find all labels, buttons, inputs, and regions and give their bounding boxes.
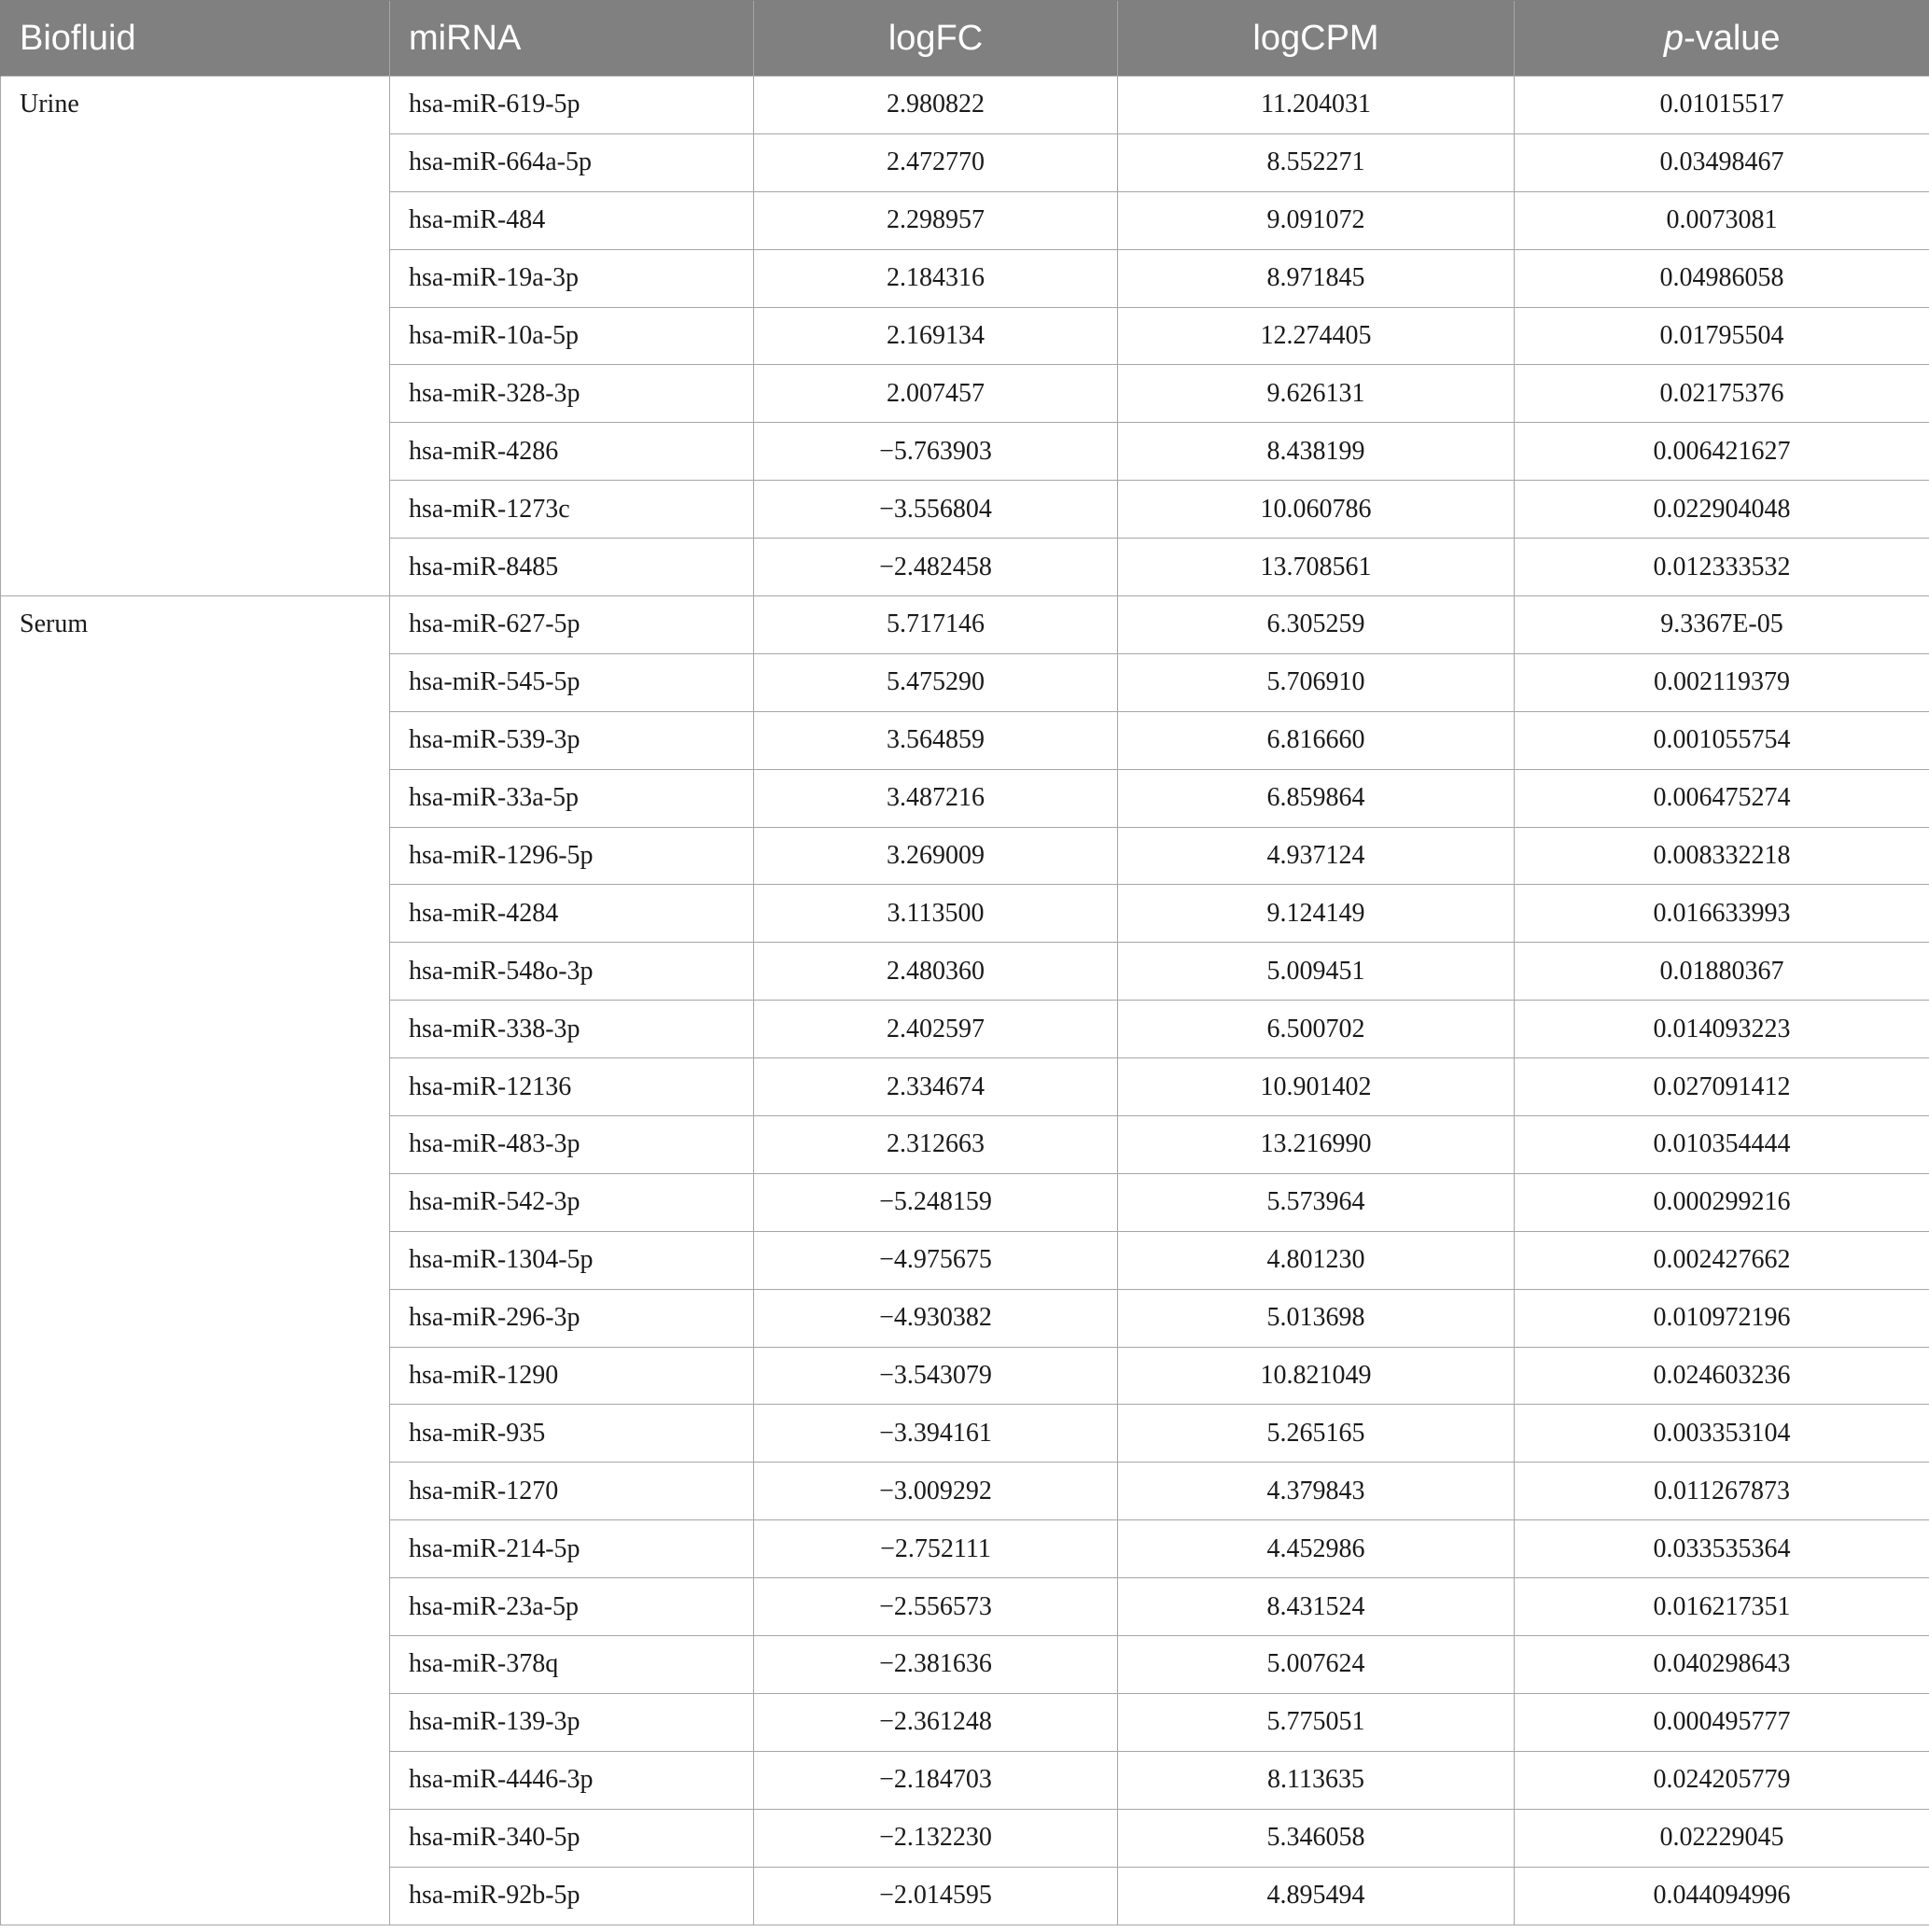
mirna-cell: hsa-miR-10a-5p bbox=[390, 307, 754, 365]
mirna-cell: hsa-miR-23a-5p bbox=[390, 1578, 754, 1636]
logcpm-cell: 6.500702 bbox=[1118, 1001, 1515, 1058]
pvalue-cell: 0.0073081 bbox=[1515, 191, 1929, 249]
header-logcpm: logCPM bbox=[1118, 1, 1515, 77]
pvalue-cell: 0.016633993 bbox=[1515, 885, 1929, 943]
logcpm-cell: 6.859864 bbox=[1118, 769, 1515, 827]
mirna-cell: hsa-miR-664a-5p bbox=[390, 133, 754, 191]
mirna-cell: hsa-miR-8485 bbox=[390, 539, 754, 596]
logfc-cell: −2.556573 bbox=[754, 1578, 1118, 1636]
logcpm-cell: 11.204031 bbox=[1118, 77, 1515, 134]
logfc-cell: 2.402597 bbox=[754, 1001, 1118, 1058]
mirna-cell: hsa-miR-92b-5p bbox=[390, 1867, 754, 1925]
logfc-cell: 2.007457 bbox=[754, 365, 1118, 423]
logcpm-cell: 6.305259 bbox=[1118, 596, 1515, 654]
mirna-cell: hsa-miR-548o-3p bbox=[390, 943, 754, 1001]
mirna-cell: hsa-miR-1296-5p bbox=[390, 827, 754, 885]
mirna-cell: hsa-miR-1273c bbox=[390, 481, 754, 539]
logfc-cell: 2.312663 bbox=[754, 1116, 1118, 1174]
header-mirna: miRNA bbox=[390, 1, 754, 77]
logcpm-cell: 5.706910 bbox=[1118, 653, 1515, 711]
logfc-cell: 3.564859 bbox=[754, 711, 1118, 769]
header-row bbox=[1, 1, 1929, 77]
mirna-cell: hsa-miR-33a-5p bbox=[390, 769, 754, 827]
mirna-cell: hsa-miR-378q bbox=[390, 1636, 754, 1694]
logfc-cell: −4.930382 bbox=[754, 1289, 1118, 1347]
pvalue-cell: 0.044094996 bbox=[1515, 1867, 1929, 1925]
header-logfc: logFC bbox=[754, 1, 1118, 77]
logcpm-cell: 5.573964 bbox=[1118, 1173, 1515, 1231]
logcpm-cell: 4.801230 bbox=[1118, 1231, 1515, 1289]
mirna-cell: hsa-miR-12136 bbox=[390, 1058, 754, 1116]
logfc-cell: 3.113500 bbox=[754, 885, 1118, 943]
mirna-cell: hsa-miR-139-3p bbox=[390, 1693, 754, 1751]
pvalue-cell: 0.014093223 bbox=[1515, 1001, 1929, 1058]
pvalue-cell: 0.006475274 bbox=[1515, 769, 1929, 827]
logfc-cell: −4.975675 bbox=[754, 1231, 1118, 1289]
logcpm-cell: 4.937124 bbox=[1118, 827, 1515, 885]
logcpm-cell: 6.816660 bbox=[1118, 711, 1515, 769]
biofluid-cell: Serum bbox=[1, 596, 390, 1925]
table-body bbox=[1, 77, 1929, 1925]
pvalue-cell: 0.01880367 bbox=[1515, 943, 1929, 1001]
logfc-cell: −2.014595 bbox=[754, 1867, 1118, 1925]
pvalue-cell: 0.01795504 bbox=[1515, 307, 1929, 365]
pvalue-cell: 9.3367E-05 bbox=[1515, 596, 1929, 654]
pvalue-cell: 0.02229045 bbox=[1515, 1809, 1929, 1867]
table-row bbox=[1, 596, 1929, 654]
mirna-cell: hsa-miR-296-3p bbox=[390, 1289, 754, 1347]
pvalue-cell: 0.033535364 bbox=[1515, 1520, 1929, 1578]
mirna-cell: hsa-miR-4286 bbox=[390, 423, 754, 481]
logcpm-cell: 8.971845 bbox=[1118, 249, 1515, 307]
logcpm-cell: 4.452986 bbox=[1118, 1520, 1515, 1578]
logfc-cell: 3.269009 bbox=[754, 827, 1118, 885]
pvalue-cell: 0.010354444 bbox=[1515, 1116, 1929, 1174]
logcpm-cell: 5.265165 bbox=[1118, 1405, 1515, 1463]
logfc-cell: −2.184703 bbox=[754, 1751, 1118, 1809]
header-biofluid: Biofluid bbox=[1, 1, 390, 77]
pvalue-cell: 0.006421627 bbox=[1515, 423, 1929, 481]
logcpm-cell: 10.821049 bbox=[1118, 1347, 1515, 1405]
pvalue-cell: 0.022904048 bbox=[1515, 481, 1929, 539]
pvalue-cell: 0.010972196 bbox=[1515, 1289, 1929, 1347]
pvalue-cell: 0.03498467 bbox=[1515, 133, 1929, 191]
logfc-cell: 5.475290 bbox=[754, 653, 1118, 711]
pvalue-cell: 0.02175376 bbox=[1515, 365, 1929, 423]
pvalue-cell: 0.01015517 bbox=[1515, 77, 1929, 134]
pvalue-cell: 0.008332218 bbox=[1515, 827, 1929, 885]
mirna-cell: hsa-miR-328-3p bbox=[390, 365, 754, 423]
header-pvalue bbox=[1515, 1, 1929, 77]
logcpm-cell: 4.895494 bbox=[1118, 1867, 1515, 1925]
logfc-cell: 2.472770 bbox=[754, 133, 1118, 191]
mirna-cell: hsa-miR-935 bbox=[390, 1405, 754, 1463]
logcpm-cell: 10.060786 bbox=[1118, 481, 1515, 539]
logfc-cell: 5.717146 bbox=[754, 596, 1118, 654]
logcpm-cell: 8.438199 bbox=[1118, 423, 1515, 481]
pvalue-cell: 0.040298643 bbox=[1515, 1636, 1929, 1694]
mirna-cell: hsa-miR-4284 bbox=[390, 885, 754, 943]
logfc-cell: −3.009292 bbox=[754, 1463, 1118, 1520]
logfc-cell: −2.132230 bbox=[754, 1809, 1118, 1867]
table-row bbox=[1, 77, 1929, 134]
logcpm-cell: 9.091072 bbox=[1118, 191, 1515, 249]
logfc-cell: −3.556804 bbox=[754, 481, 1118, 539]
header-pvalue-p: p bbox=[1663, 18, 1684, 58]
logfc-cell: 2.334674 bbox=[754, 1058, 1118, 1116]
logfc-cell: 2.480360 bbox=[754, 943, 1118, 1001]
logfc-cell: −3.394161 bbox=[754, 1405, 1118, 1463]
logcpm-cell: 13.708561 bbox=[1118, 539, 1515, 596]
pvalue-cell: 0.011267873 bbox=[1515, 1463, 1929, 1520]
logcpm-cell: 8.552271 bbox=[1118, 133, 1515, 191]
logcpm-cell: 10.901402 bbox=[1118, 1058, 1515, 1116]
logcpm-cell: 9.124149 bbox=[1118, 885, 1515, 943]
logfc-cell: 2.980822 bbox=[754, 77, 1118, 134]
pvalue-cell: 0.002427662 bbox=[1515, 1231, 1929, 1289]
logfc-cell: −3.543079 bbox=[754, 1347, 1118, 1405]
logfc-cell: −5.248159 bbox=[754, 1173, 1118, 1231]
pvalue-cell: 0.000495777 bbox=[1515, 1693, 1929, 1751]
mirna-cell: hsa-miR-539-3p bbox=[390, 711, 754, 769]
pvalue-cell: 0.002119379 bbox=[1515, 653, 1929, 711]
mirna-cell: hsa-miR-484 bbox=[390, 191, 754, 249]
mirna-cell: hsa-miR-338-3p bbox=[390, 1001, 754, 1058]
biofluid-cell: Urine bbox=[1, 77, 390, 596]
mirna-cell: hsa-miR-4446-3p bbox=[390, 1751, 754, 1809]
pvalue-cell: 0.04986058 bbox=[1515, 249, 1929, 307]
pvalue-cell: 0.027091412 bbox=[1515, 1058, 1929, 1116]
logcpm-cell: 5.009451 bbox=[1118, 943, 1515, 1001]
logfc-cell: −2.482458 bbox=[754, 539, 1118, 596]
mirna-cell: hsa-miR-542-3p bbox=[390, 1173, 754, 1231]
mirna-cell: hsa-miR-619-5p bbox=[390, 77, 754, 134]
logfc-cell: 3.487216 bbox=[754, 769, 1118, 827]
mirna-cell: hsa-miR-1270 bbox=[390, 1463, 754, 1520]
logfc-cell: −2.361248 bbox=[754, 1693, 1118, 1751]
mirna-cell: hsa-miR-1304-5p bbox=[390, 1231, 754, 1289]
mirna-cell: hsa-miR-1290 bbox=[390, 1347, 754, 1405]
pvalue-cell: 0.000299216 bbox=[1515, 1173, 1929, 1231]
mirna-cell: hsa-miR-214-5p bbox=[390, 1520, 754, 1578]
mirna-cell: hsa-miR-545-5p bbox=[390, 653, 754, 711]
logcpm-cell: 12.274405 bbox=[1118, 307, 1515, 365]
pvalue-cell: 0.024603236 bbox=[1515, 1347, 1929, 1405]
pvalue-cell: 0.024205779 bbox=[1515, 1751, 1929, 1809]
header-pvalue-rest: -value bbox=[1684, 18, 1781, 58]
logcpm-cell: 5.007624 bbox=[1118, 1636, 1515, 1694]
logcpm-cell: 9.626131 bbox=[1118, 365, 1515, 423]
logcpm-cell: 4.379843 bbox=[1118, 1463, 1515, 1520]
logcpm-cell: 5.346058 bbox=[1118, 1809, 1515, 1867]
mirna-cell: hsa-miR-340-5p bbox=[390, 1809, 754, 1867]
mirna-cell: hsa-miR-19a-3p bbox=[390, 249, 754, 307]
logfc-cell: 2.298957 bbox=[754, 191, 1118, 249]
pvalue-cell: 0.001055754 bbox=[1515, 711, 1929, 769]
pvalue-cell: 0.012333532 bbox=[1515, 539, 1929, 596]
logcpm-cell: 8.113635 bbox=[1118, 1751, 1515, 1809]
logfc-cell: −2.752111 bbox=[754, 1520, 1118, 1578]
pvalue-cell: 0.016217351 bbox=[1515, 1578, 1929, 1636]
logfc-cell: 2.169134 bbox=[754, 307, 1118, 365]
pvalue-cell: 0.003353104 bbox=[1515, 1405, 1929, 1463]
logcpm-cell: 5.775051 bbox=[1118, 1693, 1515, 1751]
logcpm-cell: 8.431524 bbox=[1118, 1578, 1515, 1636]
logcpm-cell: 13.216990 bbox=[1118, 1116, 1515, 1174]
mirna-cell: hsa-miR-627-5p bbox=[390, 596, 754, 654]
mirna-cell: hsa-miR-483-3p bbox=[390, 1116, 754, 1174]
logfc-cell: −2.381636 bbox=[754, 1636, 1118, 1694]
logfc-cell: 2.184316 bbox=[754, 249, 1118, 307]
logcpm-cell: 5.013698 bbox=[1118, 1289, 1515, 1347]
logfc-cell: −5.763903 bbox=[754, 423, 1118, 481]
